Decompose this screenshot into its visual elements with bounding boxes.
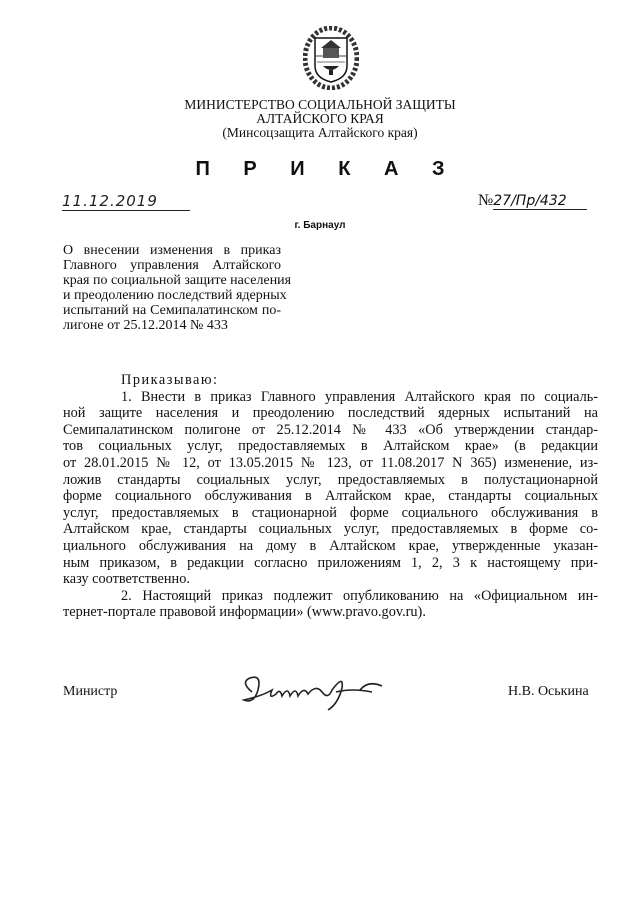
body-line: услуг, предоставляемых в стационарной форме социального обслуживания в — [63, 504, 598, 521]
body-line: тернет-портале правовой информации» (www.pravo.gov.ru). — [63, 604, 426, 621]
document-number — [478, 192, 596, 210]
body-line: тов социальных услуг, предоставляемых в Алтайском крае» (в редакции — [63, 438, 598, 455]
body-line: 1. Внести в приказ Главного управления Алтайского края по социаль- — [121, 388, 598, 405]
body-line: Семипалатинском полигоне от 25.12.2014 № 433 «Об утверждении стандар- — [63, 421, 598, 438]
number-value: 27/Пр/432 — [493, 193, 587, 210]
ministry-name-line1: МИНИСТЕРСТВО СОЦИАЛЬНОЙ ЗАЩИТЫ — [184, 97, 456, 112]
subject-line: края по социальной защите населения — [63, 273, 292, 288]
subject-line: испытаний на Семипалатинском по- — [63, 303, 281, 318]
number-label: № — [478, 192, 494, 209]
subject-line: Главного управления Алтайского — [63, 258, 281, 273]
body-line: циального обслуживания на дому в Алтайском крае, утвержденные указан- — [63, 537, 598, 554]
body-line: ной защите населения и преодолению последствий ядерных испытаний на — [63, 405, 598, 422]
coat-of-arms-emblem — [303, 26, 359, 90]
order-word: Приказываю: — [121, 372, 219, 388]
order-body — [63, 372, 598, 621]
subject-line: О внесении изменения в приказ — [63, 243, 281, 258]
subject-line: и преодолению последствий ядерных — [63, 288, 287, 303]
city: г. Барнаул — [294, 220, 346, 231]
signatory-position: Министр — [63, 684, 118, 699]
body-line: Алтайском крае, стандарты социальных услуг, предоставляемых в форме со- — [63, 521, 598, 538]
body-line: ложив стандарты социальных услуг, предоставляемых в полустационарной — [63, 471, 598, 488]
ministry-name-line2: АЛТАЙСКОГО КРАЯ — [256, 111, 384, 126]
handwritten-signature — [232, 670, 402, 716]
ministry-short-name: (Минсоцзащита Алтайского края) — [222, 125, 418, 140]
document-type-title: П Р И К А З — [195, 158, 459, 180]
subject-block — [63, 243, 292, 333]
body-line: 2. Настоящий приказ подлежит опубликованию на «Официальном ин- — [121, 587, 598, 604]
body-line: ным приказом, в редакции согласно приложениям 1, 2, 3 к настоящему при- — [63, 554, 598, 571]
document-date: 11.12.2019 — [62, 192, 190, 211]
body-line: от 28.01.2015 № 12, от 13.05.2015 № 123, от 11.08.2017 N 365) изменение, из- — [63, 454, 598, 471]
body-line: казу соответственно. — [63, 571, 190, 588]
signatory-name: Н.В. Оськина — [508, 684, 589, 699]
body-line: форме социального обслуживания в Алтайском крае, стандарты социальных — [63, 488, 598, 505]
subject-line: лигоне от 25.12.2014 № 433 — [63, 318, 228, 333]
